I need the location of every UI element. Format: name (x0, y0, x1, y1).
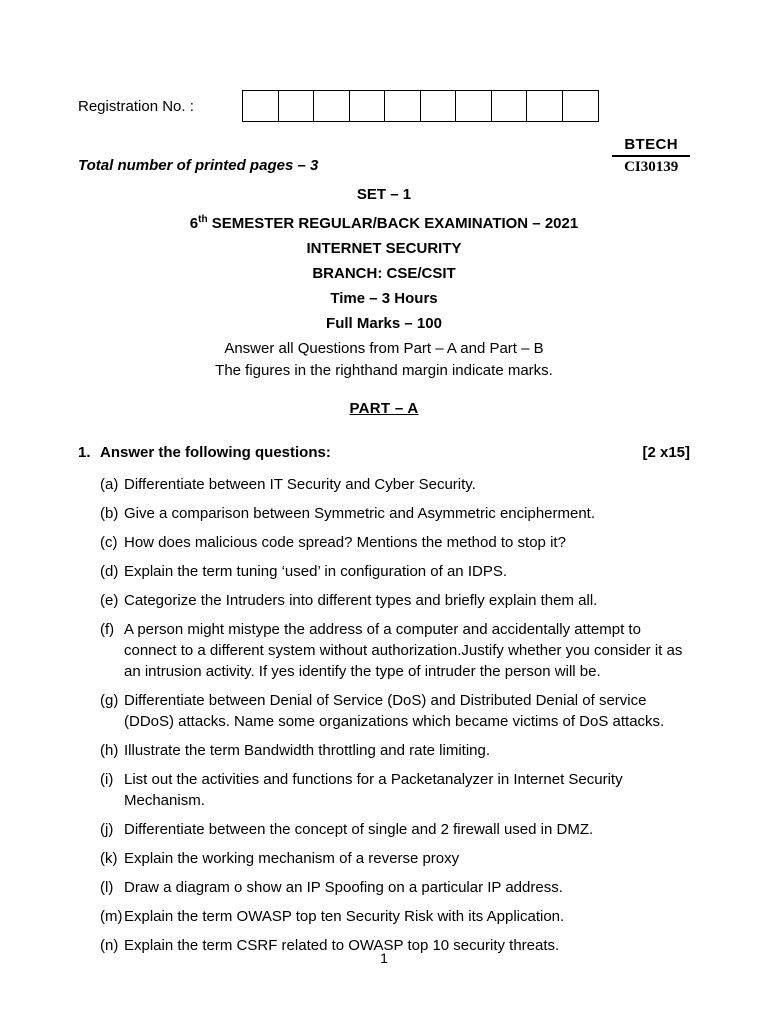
question-text: A person might mistype the address of a computer and accidentally attempt to connect to a different system without authorization.Justify whether you consider it as an intrusion activity. If yes identify the type of intruder the person will be. (124, 621, 683, 680)
question-label: (f) (100, 621, 115, 638)
paper-code: CI30139 (624, 159, 679, 175)
set-title: SET – 1 (356, 186, 412, 203)
question-text: Differentiate between Denial of Service (DoS) and Distributed Denial of service (DDoS) attacks. Name some organizations which became victims of DoS attacks. (124, 692, 665, 730)
question-text: Explain the term tuning ‘used’ in configuration of an IDPS. (124, 563, 507, 580)
question-label: (c) (100, 534, 118, 551)
question-text: Draw a diagram o show an IP Spoofing on a particular IP address. (124, 879, 563, 896)
question-item (100, 561, 690, 582)
question-text: Categorize the Intruders into different types and briefly explain them all. (124, 592, 598, 609)
full-marks-title: Full Marks – 100 (326, 315, 442, 332)
question-text: List out the activities and functions for a Packetanalyzer in Internet Security Mechanism. (124, 771, 623, 809)
part-a-heading (78, 400, 690, 417)
part-a-heading-text: PART – A (349, 400, 419, 417)
question-item (100, 619, 690, 682)
registration-box (563, 91, 599, 121)
question-item (100, 740, 690, 761)
question-label: (a) (100, 476, 119, 493)
instruction-figures-margin: The figures in the righthand margin indicate marks. (215, 362, 553, 379)
question-label: (g) (100, 692, 119, 709)
question-label: (e) (100, 592, 119, 609)
question-label: (m) (100, 908, 123, 925)
question-text: Differentiate between IT Security and Cyber Security. (124, 476, 476, 493)
question-item (100, 690, 690, 732)
registration-box (243, 91, 279, 121)
question-text: How does malicious code spread? Mentions the method to stop it? (124, 534, 566, 551)
question-1-number: 1. (78, 444, 91, 461)
subject-title: INTERNET SECURITY (306, 240, 462, 257)
question-label: (i) (100, 771, 114, 788)
question-label: (l) (100, 879, 114, 896)
instruction-answer-all: Answer all Questions from Part – A and Part – B (224, 340, 544, 357)
registration-box (385, 91, 421, 121)
registration-box (527, 91, 563, 121)
registration-box (492, 91, 528, 121)
question-label: (d) (100, 563, 119, 580)
question-label: (k) (100, 850, 118, 867)
header-row (78, 136, 690, 176)
question-text: Give a comparison between Symmetric and Asymmetric encipherment. (124, 505, 596, 522)
page-number: 1 (380, 950, 388, 966)
header-right-block (612, 136, 690, 176)
question-1-marks: [2 x15] (642, 444, 690, 461)
time-title: Time – 3 Hours (330, 290, 438, 307)
question-item (100, 906, 690, 927)
question-text: Illustrate the term Bandwidth throttling and rate limiting. (124, 742, 491, 759)
registration-box (314, 91, 350, 121)
exam-title-rest: SEMESTER REGULAR/BACK EXAMINATION – 2021 (207, 215, 579, 232)
title-block (78, 186, 690, 379)
question-item (100, 848, 690, 869)
exam-title-superscript: th (198, 214, 208, 225)
registration-boxes (242, 90, 599, 122)
question-text: Explain the term OWASP top ten Security Risk with its Application. (124, 908, 565, 925)
branch-title: BRANCH: CSE/CSIT (312, 265, 456, 282)
question-label: (h) (100, 742, 119, 759)
registration-label: Registration No. : (78, 97, 194, 115)
question-label: (j) (100, 821, 114, 838)
registration-box (350, 91, 386, 121)
question-text: Differentiate between the concept of single and 2 firewall used in DMZ. (124, 821, 594, 838)
question-1-title (78, 444, 331, 461)
question-item (100, 503, 690, 524)
question-item (100, 474, 690, 495)
registration-box (279, 91, 315, 121)
question-item (100, 877, 690, 898)
registration-box (421, 91, 457, 121)
btech-label: BTECH (612, 136, 690, 157)
question-1-row (78, 444, 690, 461)
question-item (100, 590, 690, 611)
total-pages-note: Total number of printed pages – 3 (78, 157, 319, 174)
question-label: (b) (100, 505, 119, 522)
exam-title-number: 6 (189, 215, 199, 232)
question-item (100, 769, 690, 811)
question-item (100, 819, 690, 840)
registration-row (78, 90, 690, 122)
registration-box (456, 91, 492, 121)
question-1-text: Answer the following questions: (100, 444, 331, 461)
question-text: Explain the working mechanism of a reverse proxy (124, 850, 460, 867)
question-list (78, 474, 690, 956)
question-text: Explain the term CSRF related to OWASP top 10 security threats. (124, 937, 560, 954)
exam-title (78, 211, 690, 232)
question-label: (n) (100, 937, 119, 954)
question-item (100, 532, 690, 553)
